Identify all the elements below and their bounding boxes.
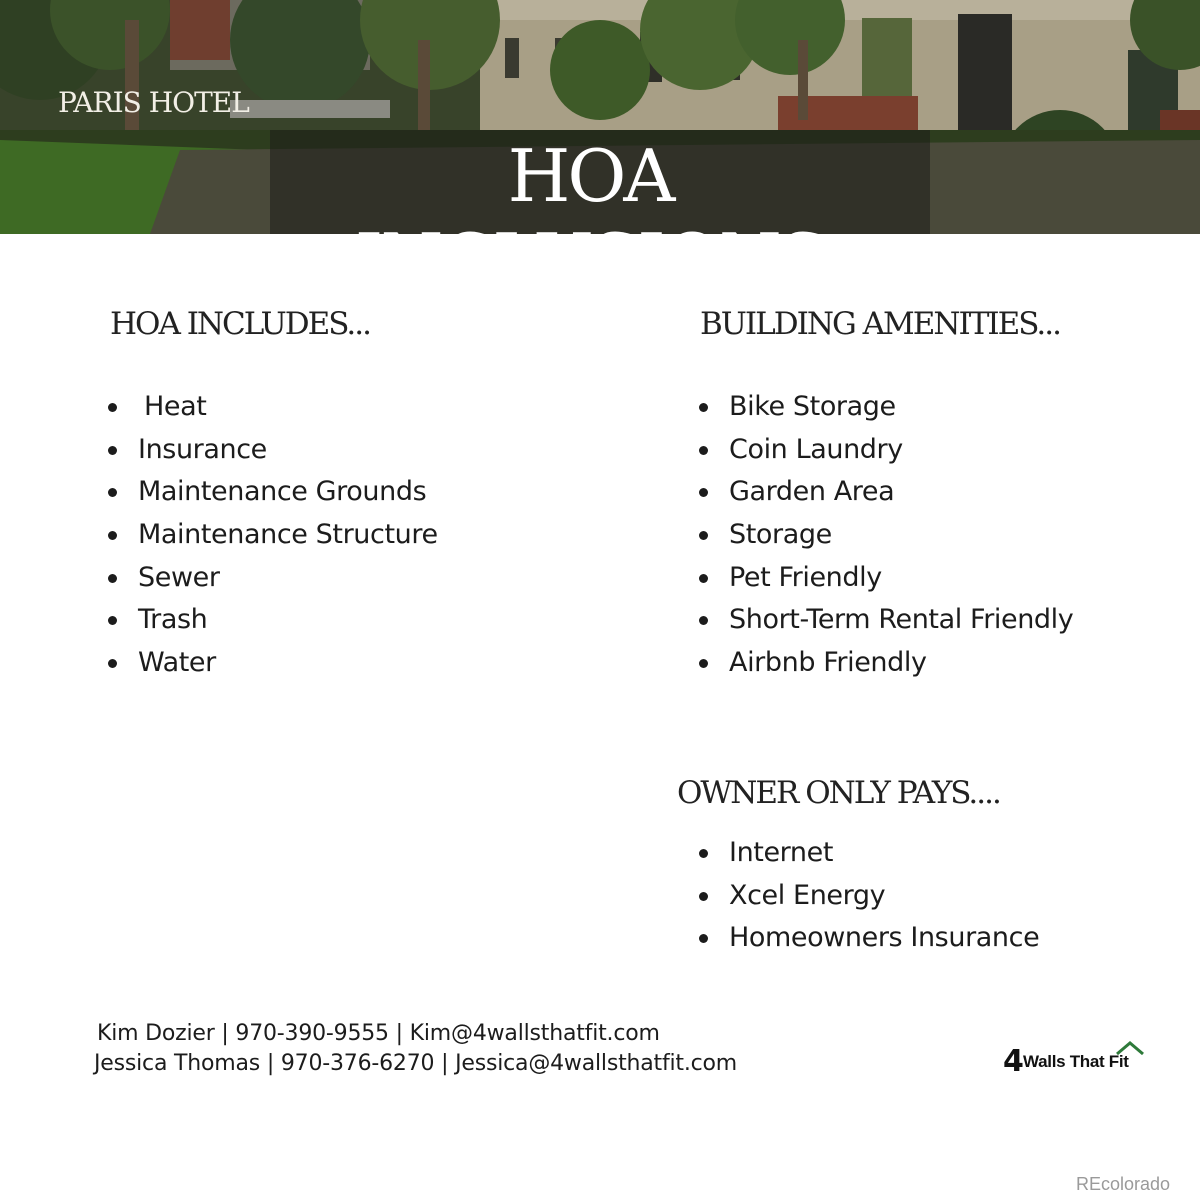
hoa-includes-list: [108, 386, 438, 685]
page-title: HOA INCLUSIONS: [354, 134, 826, 302]
list-item: Xcel Energy: [699, 875, 1039, 918]
list-item: Pet Friendly: [699, 557, 1073, 600]
list-item: Maintenance Grounds: [108, 471, 438, 514]
list-item: Garden Area: [699, 471, 1073, 514]
list-item: Heat: [108, 386, 438, 429]
list-item: Coin Laundry: [699, 429, 1073, 472]
list-item: Airbnb Friendly: [699, 642, 1073, 685]
header-banner: [0, 0, 1200, 302]
owner-only-pays-list: [699, 832, 1039, 960]
list-item: Insurance: [108, 429, 438, 472]
brand-name: PARIS HOTEL: [58, 86, 249, 119]
list-item: Water: [108, 642, 438, 685]
logo-numeral: 4: [1003, 1044, 1023, 1079]
owner-only-pays-heading: OWNER ONLY PAYS....: [677, 775, 1000, 811]
list-item: Bike Storage: [699, 386, 1073, 429]
logo-text: Walls That Fit: [1023, 1052, 1129, 1071]
contact-jessica: Jessica Thomas | 970-376-6270 | Jessica@4wallsthatfit.com: [94, 1051, 738, 1076]
list-item: Internet: [699, 832, 1039, 875]
contact-kim: Kim Dozier | 970-390-9555 | Kim@4wallsthatfit.com: [97, 1021, 660, 1046]
list-item: Homeowners Insurance: [699, 917, 1039, 960]
list-item: Trash: [108, 599, 438, 642]
source-credit: REcolorado: [1076, 1174, 1171, 1194]
list-item: Short-Term Rental Friendly: [699, 599, 1073, 642]
list-item: Storage: [699, 514, 1073, 557]
company-logo: [1003, 1040, 1143, 1080]
list-item: Sewer: [108, 557, 438, 600]
building-amenities-list: [699, 386, 1073, 685]
building-amenities-heading: BUILDING AMENITIES...: [700, 306, 1060, 342]
hoa-includes-heading: HOA INCLUDES...: [110, 306, 370, 342]
list-item: Maintenance Structure: [108, 514, 438, 557]
